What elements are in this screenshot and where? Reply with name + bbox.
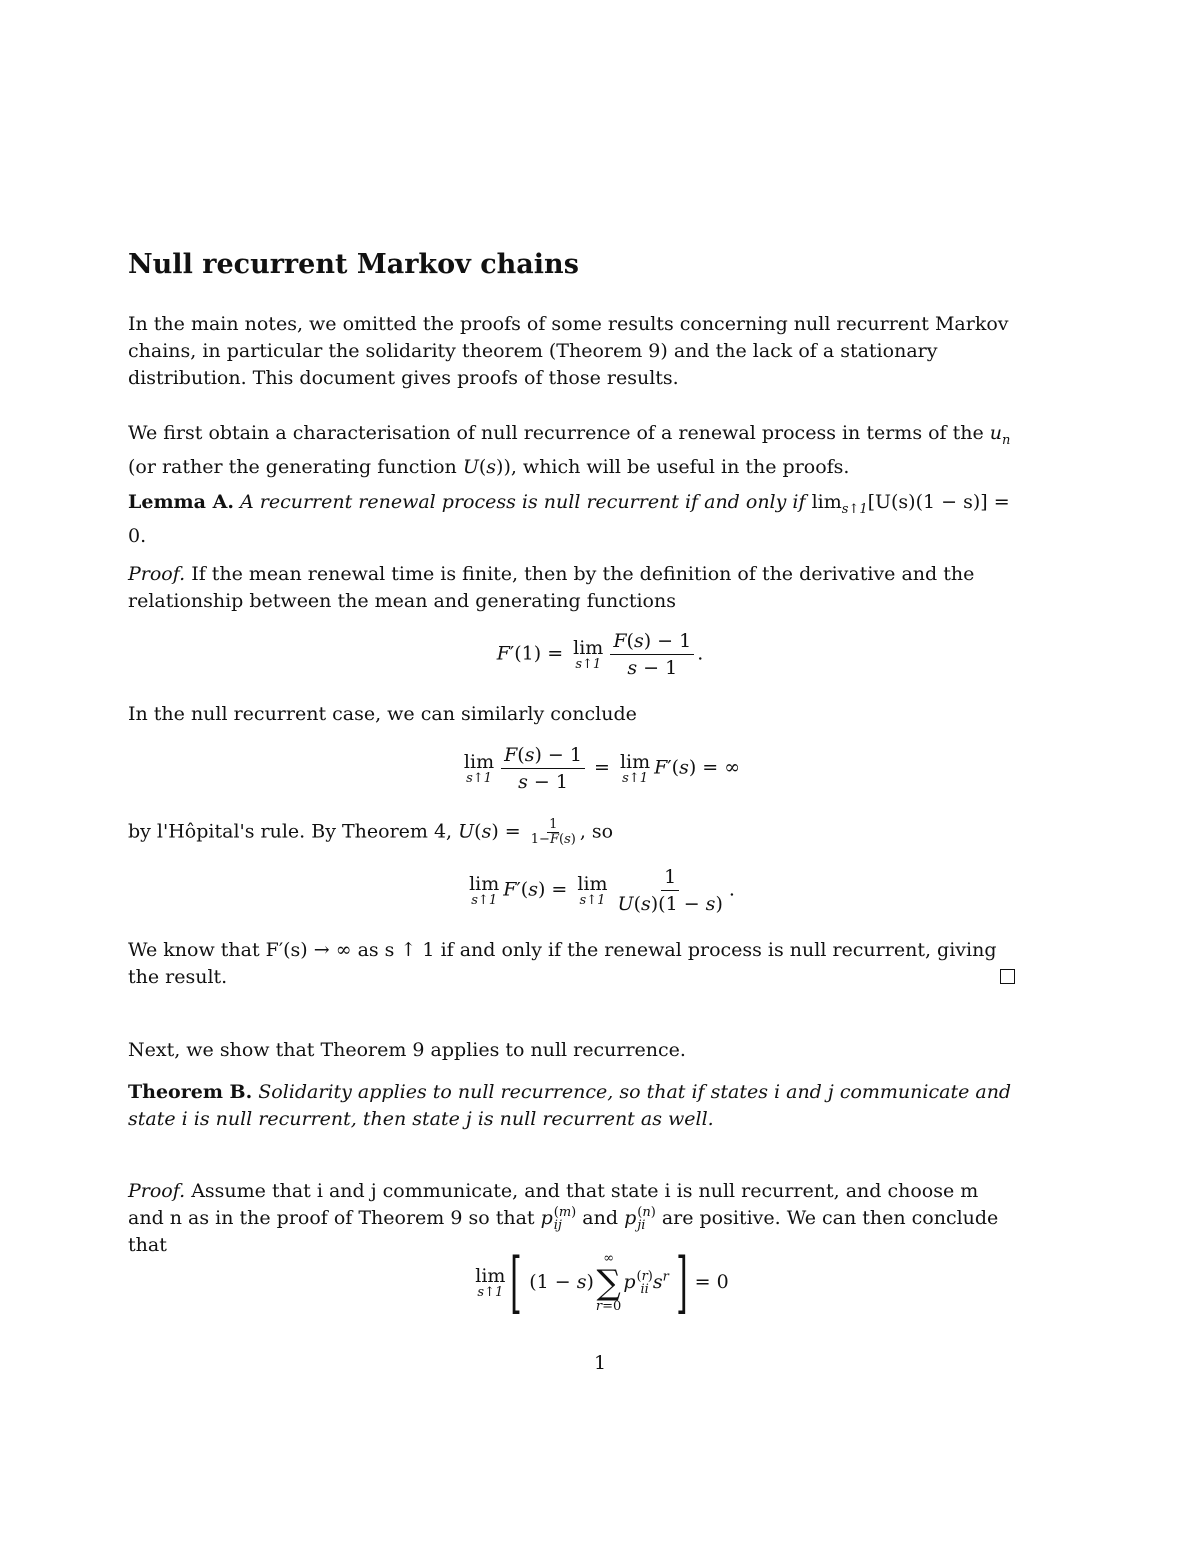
equation-derivative-limit: F′(1) = lim s↑1 $\frac{F(s) - 1}{s - 1}$ . bbox=[496, 630, 704, 679]
null-case-sentence: In the null recurrent case, we can similarly conclude bbox=[128, 703, 637, 725]
qed-box-icon bbox=[1000, 969, 1015, 984]
characterisation-paragraph: We first obtain a characterisation of null recurrence of a renewal process in terms of the $u_n$ (or rather the generating function U(s)), which will be useful in the proofs. bbox=[128, 422, 1011, 478]
equation-sum-limit: lim s↑1 [ (1 − s) ∞ ∑ r=0 p (r) ii $s^r$ ] = 0 bbox=[475, 1244, 729, 1321]
hopital-sentence: by l'Hôpital's rule. By Theorem 4, U(s) = $\frac{1}{1-F(s)}$ , so bbox=[128, 817, 614, 847]
page-number: 1 bbox=[593, 1352, 607, 1374]
proof2-paragraph: Proof. Assume that i and j communicate, and that state i is null recurrent, and choose m and n as in the proof of Theorem 9 so that p (m) ij and p (n) ji are positive. We can then conclude that bbox=[128, 1180, 999, 1256]
proof2-label: Proof. bbox=[128, 1180, 186, 1202]
proof-conclusion: We know that F′(s) → ∞ as s ↑ 1 if and only if the renewal process is null recurrent, giving the result. bbox=[128, 939, 997, 988]
equation-null-limit: lim s↑1 $\frac{F(s) - 1}{s - 1}$ = lim s↑1 F′(s) = ∞ bbox=[463, 744, 741, 793]
theorem-label: Theorem B. bbox=[128, 1081, 253, 1103]
intro-paragraph: In the main notes, we omitted the proofs of some results concerning null recurrent Markov chains, in particular the solidarity theorem (Theorem 9) and the lack of a stationary distribution. This document gives proofs of those results. bbox=[128, 313, 1009, 389]
equation-reciprocal-limit: lim s↑1 F′(s) = lim s↑1 $\frac{1}{U(s)(1 - s)}$ . bbox=[469, 866, 735, 915]
proof-label: Proof. bbox=[128, 563, 186, 585]
page-title: Null recurrent Markov chains bbox=[128, 249, 579, 280]
proof-paragraph: Proof. If the mean renewal time is finite, then by the definition of the derivative and the relationship between the mean and generating functions bbox=[128, 563, 975, 612]
next-sentence: Next, we show that Theorem 9 applies to null recurrence. bbox=[128, 1039, 686, 1061]
lemma-label: Lemma A. bbox=[128, 491, 234, 513]
theorem-statement: Theorem B. Solidarity applies to null recurrence, so that if states i and j communicate and state i is null recurrent, then state j is null recurrent as well. bbox=[128, 1081, 1012, 1130]
lemma-statement: Lemma A. A recurrent renewal process is null recurrent if and only if $\lim_{s↑1}[U(s)(1 - s)] = 0$. bbox=[128, 491, 1010, 547]
